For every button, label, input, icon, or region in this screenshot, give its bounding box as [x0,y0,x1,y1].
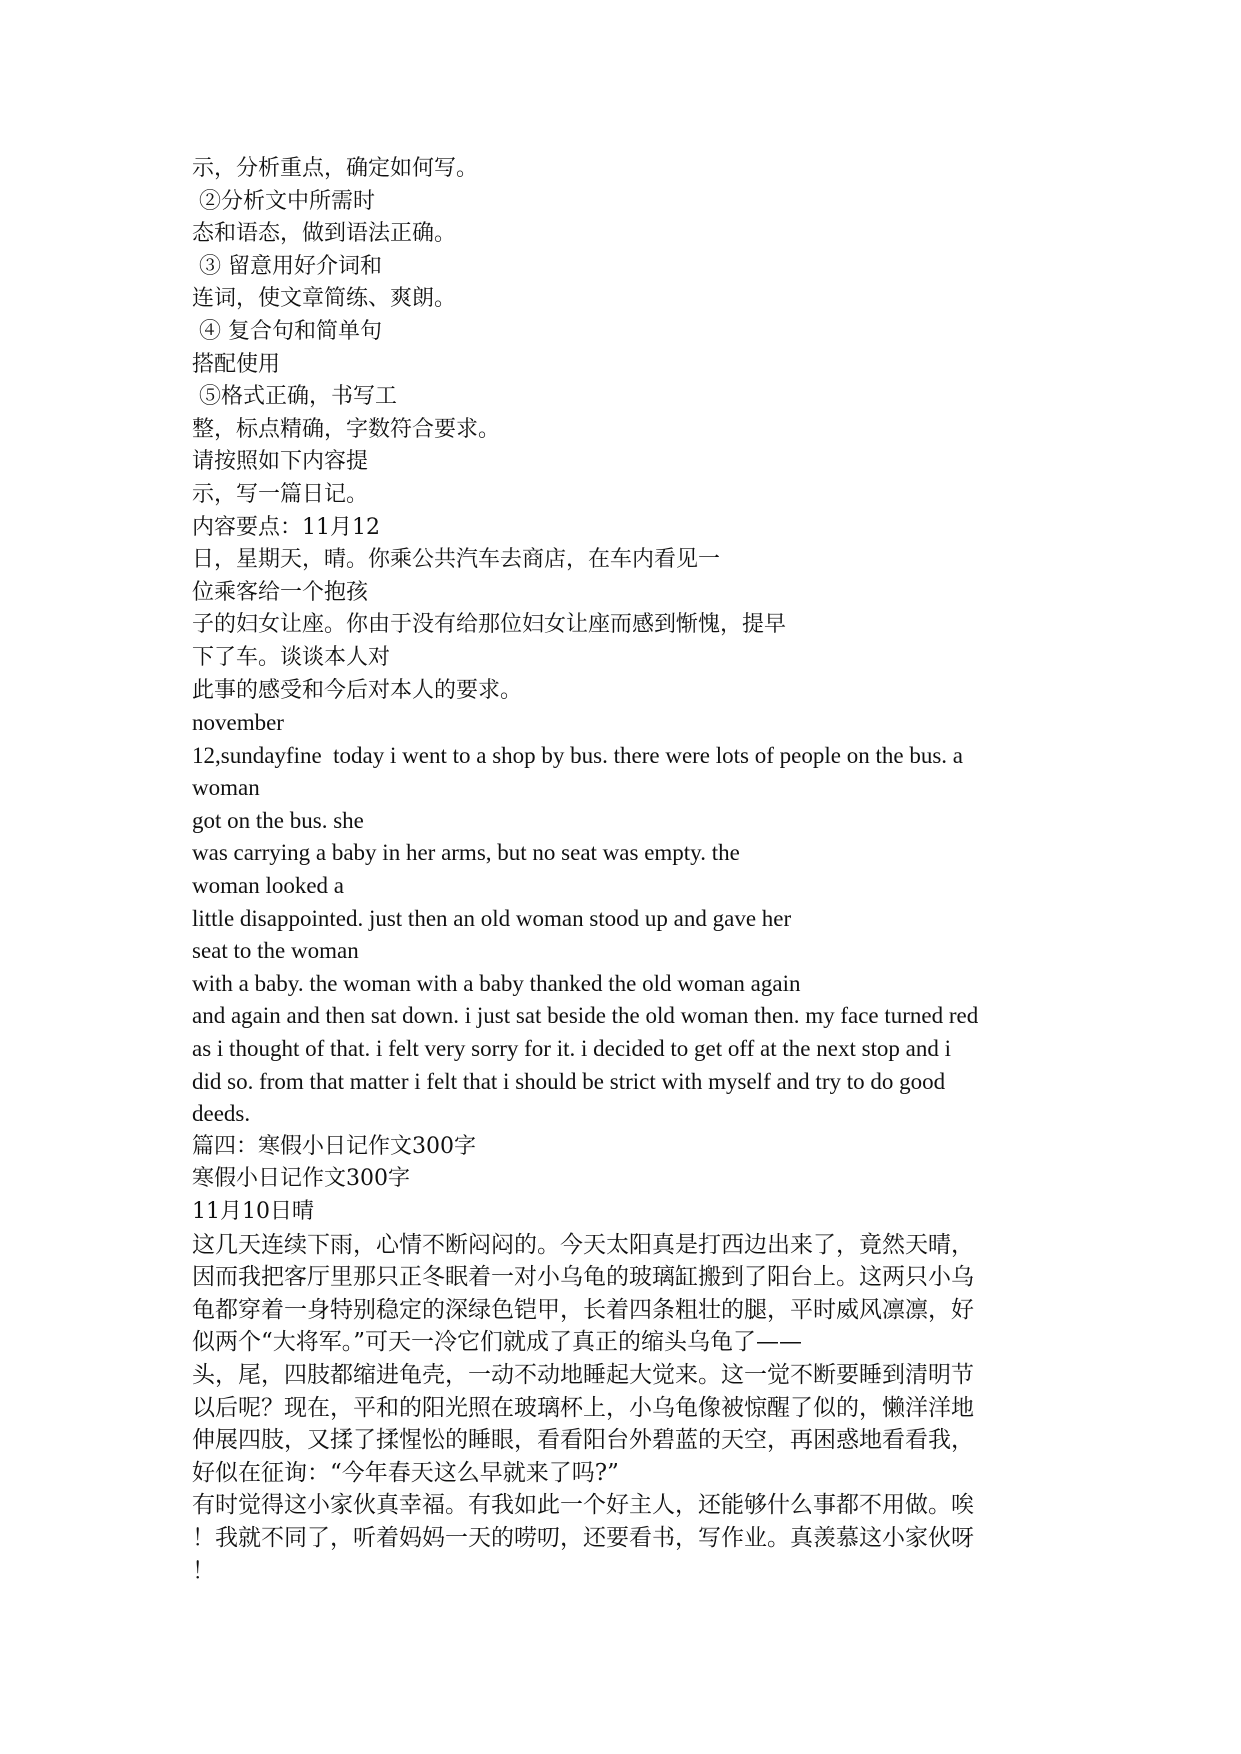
text-line: 好似在征询：“今年春天这么早就来了吗?” [192,1459,619,1486]
text-line: 这几天连续下雨，心情不断闷闷的。今天太阳真是打西边出来了，竟然天晴， [192,1231,974,1258]
text-line: 以后呢？现在，平和的阳光照在玻璃杯上，小乌龟像被惊醒了似的，懒洋洋地 [192,1394,974,1421]
english-text-line: got on the bus. she [192,807,364,833]
english-text-line: november [192,710,284,736]
text-line: 搭配使用 [192,351,281,377]
text-line: ！ [192,1557,215,1584]
text-line: 有时觉得这小家伙真幸福。有我如此一个好主人，还能够什么事都不用做。唉 [192,1492,974,1519]
english-text-line: with a baby. the woman with a baby thanked the old woman again [192,970,801,996]
text-line: 示，分析重点，确定如何写。 [192,156,479,181]
diary-date: 11月10日晴 [192,1199,314,1224]
english-text-line: little disappointed. just then an old woman stood up and gave her [192,905,792,931]
essay-title: 寒假小日记作文300字 [192,1166,410,1192]
text-line: 伸展四肢，又揉了揉惺忪的睡眼，看看阳台外碧蓝的天空，再困惑地看看我， [192,1427,974,1454]
text-line: 态和语态，做到语法正确。 [192,221,457,247]
text-line: ③ 留意用好介词和 [192,253,382,279]
document-page [192,153,1062,1587]
english-text-line: and again and then sat down. i just sat beside the old woman then. my face turned red [192,1003,979,1029]
english-text-line: 12,sundayfine today i went to a shop by bus. there were lots of people on the bus. a [192,742,963,768]
english-text-line: as i thought of that. i felt very sorry for it. i decided to get off at the next stop and i [192,1036,952,1062]
text-line: 请按照如下内容提 [192,449,369,475]
text-line: 内容要点：11月12 [192,514,380,540]
text-line: 连词，使文章简练、爽朗。 [192,286,457,312]
text-line: 下了车。谈谈本人对 [192,644,391,670]
text-line: 龟都穿着一身特别稳定的深绿色铠甲，长着四条粗壮的腿，平时威风凛凛，好 [192,1296,974,1323]
english-text-line: woman [192,775,260,801]
english-text-line: did so. from that matter i felt that i should be strict with myself and try to do good [192,1068,946,1094]
text-line: 示，写一篇日记。 [192,481,369,507]
english-text-line: deeds. [192,1101,251,1127]
text-line: 头，尾，四肢都缩进龟壳，一动不动地睡起大觉来。这一觉不断要睡到清明节 [192,1361,974,1388]
text-line: 似两个“大将军。”可天一冷它们就成了真正的缩头乌龟了—— [192,1329,803,1356]
text-line: ！我就不同了，听着妈妈一天的唠叨，还要看书，写作业。真羡慕这小家伙呀 [192,1524,974,1551]
english-text-line: woman looked a [192,873,345,899]
section-heading: 篇四：寒假小日记作文300字 [192,1133,476,1159]
text-line: 位乘客给一个抱孩 [192,579,369,605]
text-line: 因而我把客厅里那只正冬眠着一对小乌龟的玻璃缸搬到了阳台上。这两只小乌 [192,1264,974,1291]
text-line: ⑤格式正确，书写工 [192,384,397,410]
text-line: ④ 复合句和简单句 [192,318,382,344]
text-line: ②分析文中所需时 [192,188,375,214]
text-line: 日，星期天，晴。你乘公共汽车去商店，在车内看见一 [192,547,721,573]
english-text-line: seat to the woman [192,938,359,964]
text-line: 整，标点精确，字数符合要求。 [192,416,501,442]
english-text-line: was carrying a baby in her arms, but no seat was empty. the [192,840,740,866]
text-line: 此事的感受和今后对本人的要求。 [192,677,523,703]
text-line: 子的妇女让座。你由于没有给那位妇女让座而感到惭愧，提早 [192,612,787,638]
